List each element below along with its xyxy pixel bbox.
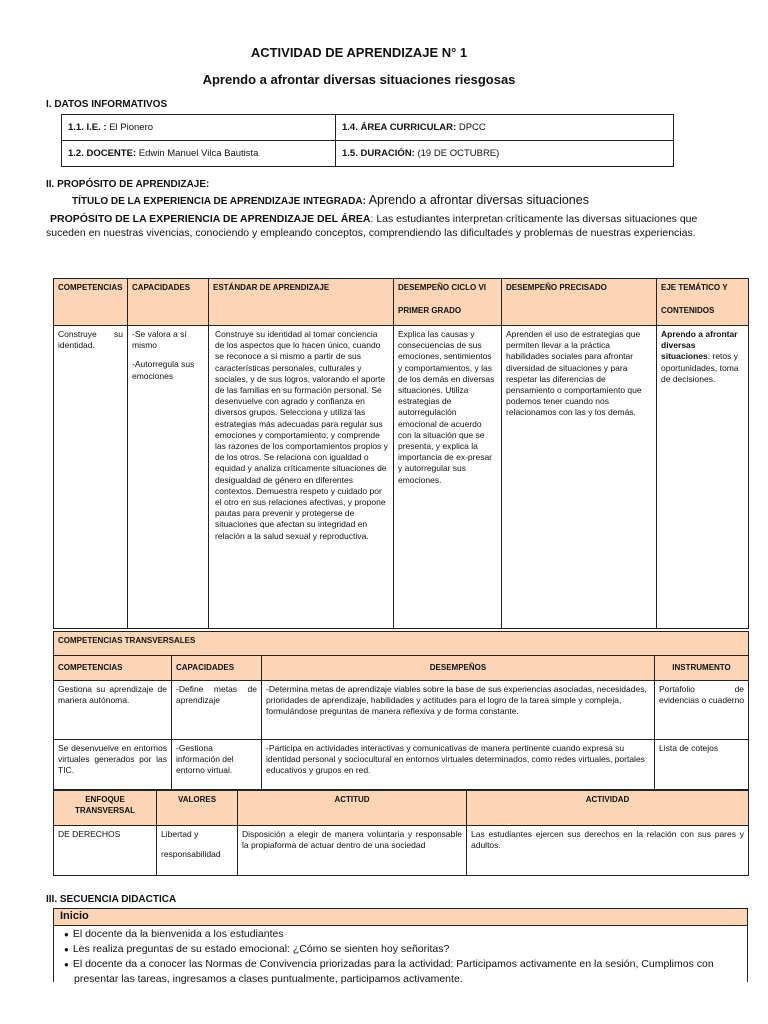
cell-desempeno-precisado: Aprenden el uso de estrategias que permiten llevar a la práctica habilidades sociales para afrontar diversidad de situaciones y para respetar las diferencias de pensamiento o comportamiento que podemos tener cuando nos relacionamos con las y los demás. xyxy=(502,326,657,629)
transversales-heading: COMPETENCIAS TRANSVERSALES xyxy=(54,632,749,656)
secuencia-heading: III. SECUENCIA DIDACTICA xyxy=(46,894,177,905)
inicio-box xyxy=(53,908,748,985)
hdr-desempeno-ciclo-line1: DESEMPEÑO CICLO VI xyxy=(398,283,487,292)
trans-row1-competencia: Gestiona su aprendizaje de manera autónoma. xyxy=(54,681,172,740)
titulo-label: TÍTULO DE LA EXPERIENCIA DE APRENDIZAJE INTEGRADA: xyxy=(72,196,366,207)
ie-value: El Pionero xyxy=(109,121,154,133)
trans-hdr-desempenos: DESEMPEÑOS xyxy=(262,656,655,681)
enfoque-table xyxy=(53,790,749,876)
ie-cell xyxy=(62,115,336,141)
valor-2: responsabilidad xyxy=(161,849,221,860)
eje-rest: : retos y oportunidades, toma de decisiones. xyxy=(661,351,739,384)
document-subtitle: Aprendo a afrontar diversas situaciones riesgosas xyxy=(202,72,516,87)
trans-row2-instrumento: Lista de cotejos xyxy=(655,740,749,790)
docente-cell xyxy=(62,141,336,167)
hdr-primer-grado: PRIMER GRADO xyxy=(398,306,462,316)
docente-label: 1.2. DOCENTE: xyxy=(68,147,137,159)
inicio-item: ● El docente da a conocer las Normas de Convivencia priorizadas para la actividad: Participamos activamente en la sesión, Cumplimos con presentar las tareas, ingresamos a clases puntualmente, participamos activamente. xyxy=(62,957,739,987)
cell-eje xyxy=(657,326,749,629)
inicio-item: ● El docente da la bienvenida a los estudiantes xyxy=(62,927,739,942)
hdr-contenidos: CONTENIDOS xyxy=(661,306,715,316)
hdr-desempeno-ciclo xyxy=(394,279,502,326)
duracion-cell xyxy=(336,141,674,167)
titulo-experiencia xyxy=(72,193,722,207)
hdr-estandar: ESTÁNDAR DE APRENDIZAJE xyxy=(209,279,394,326)
trans-row2-competencia: Se desenvuelve en entornos virtuales generados por las TIC. xyxy=(54,740,172,790)
capacidad-1: -Se valora a sí mismo xyxy=(132,329,187,351)
trans-row1-instrumento: Portafolio de evidencias o cuaderno xyxy=(655,681,749,740)
hdr-competencias: COMPETENCIAS xyxy=(54,279,128,326)
hdr-eje-line1: EJE TEMÁTICO Y xyxy=(661,283,728,292)
trans-hdr-instrumento: INSTRUMENTO xyxy=(655,656,749,681)
docente-value: Edwin Manuel Vilca Bautista xyxy=(138,147,259,159)
cell-capacidades xyxy=(128,326,209,629)
valor-1: Libertad y xyxy=(161,829,199,839)
area-label: 1.4. ÁREA CURRICULAR: xyxy=(342,121,457,133)
inicio-label: Inicio xyxy=(54,909,747,926)
enfoque-cell-actividad: Las estudiantes ejercen sus derechos en la relación con sus pares y adultos. xyxy=(467,826,749,876)
trans-hdr-competencias: COMPETENCIAS xyxy=(54,656,172,681)
proposito-area-label: PROPÓSITO DE LA EXPERIENCIA DE APRENDIZAJE DEL ÁREA xyxy=(50,213,371,225)
transversales-table xyxy=(53,631,749,790)
cell-desempeno-ciclo: Explica las causas y consecuencias de sus emociones, sentimientos y comportamientos, y las de los demás en diversas situaciones. Utiliza estrategias de autorregulación emocional de acuerdo con la situación que se presenta, y explica la importancia de ex-presar y autorregular sus emociones. xyxy=(394,326,502,629)
trans-row2-desempeno: -Participa en actividades interactivas y comunicativas de manera pertinente cuando expresa su identidad personal y sociocultural en entornos virtuales determinados, como redes virtuales, portales educativos y grupos en red. xyxy=(262,740,655,790)
capacidad-2: -Autorregula sus emociones xyxy=(132,359,195,381)
cell-estandar: Construye su identidad al tomar conciencia de los aspectos que lo hacen único, cuando se reconoce a sí mismo a partir de sus características personales, culturales y sociales, y de sus logros, valorando el aporte de las familias en su formación personal. Se desenvuelve con agrado y confianza en diversos grupos. Selecciona y utiliza las estrategias más adecuadas para regular sus emociones y comportamiento, y comprende las razones de los comportamientos propios y de los otros. Se relaciona con igualdad o equidad y analiza críticamente situaciones de desigualdad de género en diferentes contextos. Demuestra respeto y cuidado por el otro en sus relaciones afectivas, y propone pautas para prevenir y protegerse de situaciones que afectan su integridad en relación a la salud sexual y reproductiva. xyxy=(209,326,394,629)
enfoque-hdr-actitud: ACTITUD xyxy=(238,791,467,826)
enfoque-hdr-actividad: ACTIVIDAD xyxy=(467,791,749,826)
trans-hdr-capacidades: CAPACIDADES xyxy=(172,656,262,681)
enfoque-hdr-valores: VALORES xyxy=(157,791,238,826)
proposito-area xyxy=(46,212,726,240)
proposito-heading: II. PROPÓSITO DE APRENDIZAJE: xyxy=(46,179,210,190)
hdr-capacidades: CAPACIDADES xyxy=(128,279,209,326)
hdr-eje xyxy=(657,279,749,326)
datos-table xyxy=(61,114,674,167)
titulo-value: Aprendo a afrontar diversas situaciones xyxy=(368,193,589,207)
proposito-area-text: : Las estudiantes interpretan críticamente las diversas situaciones que suceden en nuestras vivencias, conociendo y empleando conceptos, comprendiendo las dificultades y problemas de nuestras experiencias. xyxy=(46,213,698,239)
competencias-table xyxy=(53,278,749,629)
inicio-list xyxy=(54,926,747,987)
hdr-desempeno-precisado: DESEMPEÑO PRECISADO xyxy=(502,279,657,326)
enfoque-cell-actitud: Disposición a elegir de manera voluntaria y responsable la propiaforma de actuar dentro de una sociedad xyxy=(238,826,467,876)
enfoque-hdr-enfoque: ENFOQUE TRANSVERSAL xyxy=(54,791,157,826)
area-value: DPCC xyxy=(458,121,486,133)
ie-label: 1.1. I.E. : xyxy=(68,121,107,133)
trans-row1-capacidad: -Define metas de aprendizaje xyxy=(172,681,262,740)
enfoque-cell-enfoque: DE DERECHOS xyxy=(54,826,157,876)
cell-competencia: Construye su identidad. xyxy=(54,326,128,629)
trans-row1-desempeno: -Determina metas de aprendizaje viables sobre la base de sus experiencias asociadas, necesidades, prioridades de aprendizaje, habilidades y actitudes para el logro de la tarea simple y compleja, formulándose preguntas de manera reflexiva y de forma constante. xyxy=(262,681,655,740)
inicio-item: ● Les realiza preguntas de su estado emocional: ¿Cómo se sienten hoy señoritas? xyxy=(62,942,739,957)
document-title: ACTIVIDAD DE APRENDIZAJE N° 1 xyxy=(250,45,468,60)
duracion-value: (19 DE OCTUBRE) xyxy=(417,147,500,159)
trans-row2-capacidad: -Gestiona información del entorno virtual. xyxy=(172,740,262,790)
enfoque-cell-valores xyxy=(157,826,238,876)
duracion-label: 1.5. DURACIÓN: xyxy=(342,147,415,159)
eje-bold: Aprendo a afrontar diversas situaciones xyxy=(661,329,738,362)
area-cell xyxy=(336,115,674,141)
datos-heading: I. DATOS INFORMATIVOS xyxy=(46,99,168,110)
